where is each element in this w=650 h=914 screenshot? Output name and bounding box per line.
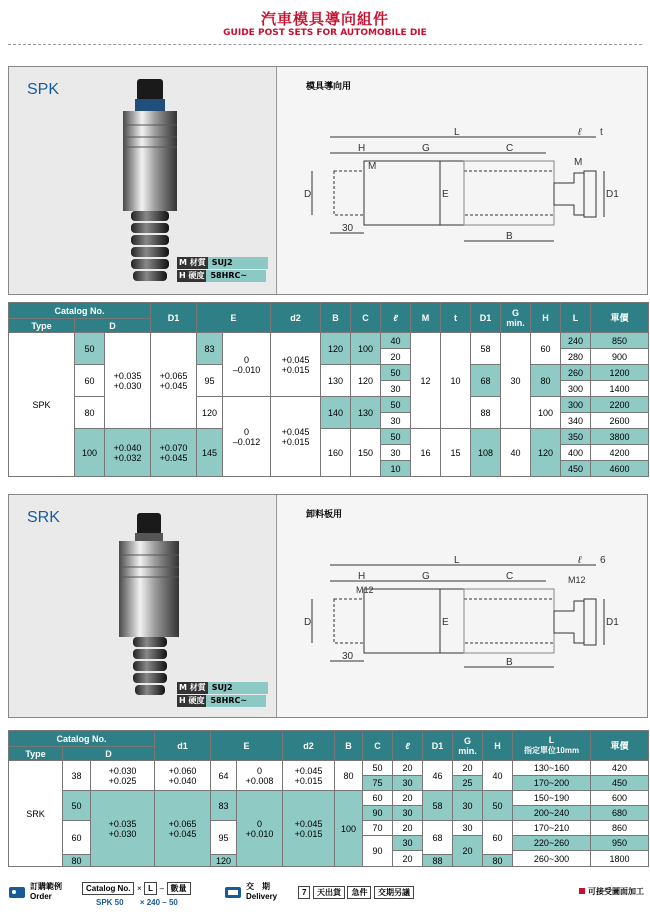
delivery-icon: [224, 884, 242, 900]
th-H: H: [483, 731, 513, 761]
srk-usage-label: 卸料板用: [306, 510, 343, 520]
srk-L: 220~260: [513, 836, 591, 851]
srk-B: 80: [335, 761, 363, 791]
spk-price: 900: [591, 349, 649, 365]
dash-symbol: –: [159, 884, 165, 893]
spk-L: 340: [561, 413, 591, 429]
th-B: B: [321, 303, 351, 333]
srk-price: 1800: [591, 851, 649, 867]
spk-H: 100: [531, 397, 561, 429]
dim-L: L: [454, 127, 460, 138]
spk-l: 40: [381, 333, 411, 349]
th-G: G min.: [453, 731, 483, 761]
red-square-icon: [579, 888, 585, 894]
th-price: 單價: [591, 303, 649, 333]
th-L: L: [561, 303, 591, 333]
spk-B: 160: [321, 429, 351, 477]
spk-D1b: 58: [471, 333, 501, 365]
spk-L: 450: [561, 461, 591, 477]
srk-L: 170~200: [513, 776, 591, 791]
material-value: SUJ2: [208, 682, 268, 694]
srk-Dtol: +0.030 +0.025: [91, 761, 155, 791]
srk-L: 260~300: [513, 851, 591, 867]
th-l: ℓ: [393, 731, 423, 761]
th-D1: D1: [423, 731, 453, 761]
hardness-value: 58HRC~: [206, 695, 266, 707]
spk-B: 130: [321, 365, 351, 397]
delivery-label-cn: 交 期: [246, 882, 270, 891]
order-label-en: Order: [30, 892, 52, 901]
spk-l: 30: [381, 381, 411, 397]
th-G: [501, 303, 531, 333]
srk-B: 100: [335, 791, 363, 867]
srk-spec-table: [8, 730, 649, 867]
dim-C: C: [506, 143, 514, 154]
spk-drawing-area: [278, 67, 647, 294]
th-type: Type: [9, 747, 63, 761]
dim-l: ℓ: [578, 555, 582, 566]
spk-D1b: 108: [471, 429, 501, 477]
srk-D: 80: [63, 855, 91, 867]
page-subtitle: GUIDE POST SETS FOR AUTOMOBILE DIE: [223, 28, 427, 38]
srk-material-box: [177, 682, 268, 708]
dim-B: B: [506, 657, 513, 668]
dim-M-right: M: [574, 157, 583, 168]
th-H: H: [531, 303, 561, 333]
th-L: L 指定單位10mm: [513, 731, 591, 761]
srk-H: 40: [483, 761, 513, 791]
dim-H: H: [358, 143, 366, 154]
spk-l: 20: [381, 349, 411, 365]
srk-E: 120: [211, 855, 237, 867]
srk-G: 20: [453, 761, 483, 776]
hardness-key: H 硬度: [179, 696, 205, 705]
srk-L: 130~160: [513, 761, 591, 776]
spk-L: 300: [561, 397, 591, 413]
material-key: M 材質: [179, 258, 206, 267]
srk-Etol: 0 +0.008: [237, 761, 283, 791]
dim-30: 30: [342, 223, 354, 234]
srk-D1: 88: [423, 855, 453, 867]
srk-C: 70: [363, 821, 393, 836]
spk-t: 10: [441, 333, 471, 429]
spk-E: 145: [197, 429, 223, 477]
dim-E: E: [442, 617, 449, 628]
spk-panel: [8, 66, 648, 295]
spk-price: 2600: [591, 413, 649, 429]
spk-D: 50: [75, 333, 105, 365]
spk-Etol: 0 –0.010: [223, 333, 271, 397]
dim-E: E: [442, 189, 449, 200]
spk-l: 50: [381, 365, 411, 381]
spk-D1b: 68: [471, 365, 501, 397]
srk-l: 30: [393, 776, 423, 791]
srk-price: 680: [591, 806, 649, 821]
srk-C: 60: [363, 791, 393, 806]
srk-photo-area: [9, 495, 277, 717]
spk-Etol: 0 –0.012: [223, 397, 271, 477]
spk-Dtol: +0.035 +0.030: [105, 333, 151, 429]
dim-L: L: [454, 555, 460, 566]
srk-type: SRK: [9, 761, 63, 867]
srk-panel: [8, 494, 648, 718]
header-divider: [8, 44, 642, 45]
srk-D: 50: [63, 791, 91, 821]
srk-D1: 58: [423, 791, 453, 821]
dim-M12-left: M12: [356, 585, 374, 595]
spk-d2tol: +0.045 +0.015: [271, 397, 321, 477]
spk-G: 40: [501, 429, 531, 477]
material-key: M 材質: [179, 683, 206, 692]
times-symbol: ×: [136, 884, 142, 893]
spk-L: 240: [561, 333, 591, 349]
srk-series-label: SRK: [27, 509, 60, 526]
th-D: D: [75, 319, 151, 333]
srk-D1: 46: [423, 761, 453, 791]
srk-price: 600: [591, 791, 649, 806]
srk-C: 50: [363, 761, 393, 776]
srk-drawing-area: [278, 495, 647, 717]
spk-D1b: 88: [471, 397, 501, 429]
srk-l: 20: [393, 851, 423, 867]
spk-M: 16: [411, 429, 441, 477]
spk-dimension-drawing: [278, 67, 648, 296]
spk-l: 30: [381, 413, 411, 429]
srk-E: 83: [211, 791, 237, 821]
srk-L: 200~240: [513, 806, 591, 821]
srk-E: 64: [211, 761, 237, 791]
spk-usage-label: 模具導向用: [306, 82, 352, 92]
dim-M12-right: M12: [568, 575, 586, 585]
srk-G: 30: [453, 821, 483, 836]
spk-H: 80: [531, 365, 561, 397]
quantity-box: 數量: [167, 882, 191, 895]
spk-L: 400: [561, 445, 591, 461]
dim-M-left: M: [368, 161, 377, 172]
spk-t: 15: [441, 429, 471, 477]
dim-B: B: [506, 231, 513, 242]
catalog-box: Catalog No.: [82, 882, 134, 895]
spk-material-box: [177, 257, 268, 283]
spk-E: 120: [197, 397, 223, 429]
spk-E: 95: [197, 365, 223, 397]
srk-price: 860: [591, 821, 649, 836]
th-price: 單價: [591, 731, 649, 761]
spk-D: 60: [75, 365, 105, 397]
th-C: C: [363, 731, 393, 761]
th-D1: D1: [151, 303, 197, 333]
th-l: ℓ: [381, 303, 411, 333]
th-C: C: [351, 303, 381, 333]
spk-H: 120: [531, 429, 561, 477]
delivery-label-en: Delivery: [246, 892, 278, 901]
spk-price: 2200: [591, 397, 649, 413]
dim-30: 30: [342, 651, 354, 662]
srk-l: 20: [393, 821, 423, 836]
dim-H: H: [358, 571, 366, 582]
srk-price: 950: [591, 836, 649, 851]
spk-l: 30: [381, 445, 411, 461]
th-t: t: [441, 303, 471, 333]
th-G-min: min.: [506, 317, 525, 328]
dim-t: t: [600, 127, 603, 138]
dim-G: G: [422, 571, 430, 582]
dim-l: ℓ: [578, 127, 582, 138]
dim-D1: D1: [606, 189, 619, 200]
spk-Dtol: +0.040 +0.032: [105, 429, 151, 477]
srk-H: 60: [483, 821, 513, 855]
spk-series-label: SPK: [27, 81, 60, 98]
spk-spec-table: [8, 302, 649, 477]
dim-D1: D1: [606, 617, 619, 628]
srk-d2tol: +0.045 +0.015: [283, 791, 335, 867]
spk-D: 100: [75, 429, 105, 477]
th-E: E: [211, 731, 283, 761]
srk-l: 20: [393, 791, 423, 806]
dim-C: C: [506, 571, 514, 582]
srk-d1tol: +0.065 +0.045: [155, 791, 211, 867]
srk-d1tol: +0.060 +0.040: [155, 761, 211, 791]
spk-B: 120: [321, 333, 351, 365]
th-G-label: G: [512, 307, 520, 318]
hardness-key: H 硬度: [179, 271, 205, 280]
spk-D: 80: [75, 397, 105, 429]
th-M: M: [411, 303, 441, 333]
order-example-catalog: SPK 50: [96, 898, 124, 907]
spk-l: 50: [381, 429, 411, 445]
srk-price: 420: [591, 761, 649, 776]
spk-L: 350: [561, 429, 591, 445]
spk-C: 150: [351, 429, 381, 477]
drawing-note: 可接受圖面加工: [588, 887, 644, 896]
srk-L: 170~210: [513, 821, 591, 836]
srk-d2tol: +0.045 +0.015: [283, 761, 335, 791]
th-B: B: [335, 731, 363, 761]
srk-Dtol: +0.035 +0.030: [91, 791, 155, 867]
spk-price: 1200: [591, 365, 649, 381]
dim-D: D: [304, 189, 312, 200]
spk-price: 4200: [591, 445, 649, 461]
srk-Etol: 0 +0.010: [237, 791, 283, 867]
srk-price: 450: [591, 776, 649, 791]
order-footer: [8, 880, 648, 912]
page-title: 汽車模具導向組件: [260, 10, 389, 28]
spk-L: 300: [561, 381, 591, 397]
spk-price: 3800: [591, 429, 649, 445]
spk-E: 83: [197, 333, 223, 365]
dim-6: 6: [600, 555, 606, 566]
spk-D1tol: +0.065 +0.045: [151, 333, 197, 429]
dim-G: G: [422, 143, 430, 154]
th-catalog: Catalog No.: [9, 303, 151, 319]
page-header: [0, 0, 650, 48]
srk-l: 30: [393, 836, 423, 851]
th-D: D: [63, 747, 155, 761]
order-example-spec: × 240 – 50: [139, 898, 178, 907]
spk-price: 1400: [591, 381, 649, 397]
dim-D: D: [304, 617, 312, 628]
spk-D1tol: +0.070 +0.045: [151, 429, 197, 477]
srk-G: 25: [453, 776, 483, 791]
th-type: Type: [9, 319, 75, 333]
spk-G: 30: [501, 333, 531, 429]
srk-C: 75: [363, 776, 393, 791]
spk-photo-area: [9, 67, 277, 294]
spk-C: 130: [351, 397, 381, 429]
spk-B: 140: [321, 397, 351, 429]
srk-G: 30: [453, 791, 483, 821]
spk-L: 280: [561, 349, 591, 365]
srk-G: 20: [453, 836, 483, 867]
order-icon: [8, 884, 26, 900]
spk-l: 50: [381, 397, 411, 413]
srk-dimension-drawing: [278, 495, 648, 719]
spk-C: 100: [351, 333, 381, 365]
urgent-box: 急件: [347, 886, 371, 899]
srk-D: 60: [63, 821, 91, 855]
srk-H: 80: [483, 855, 513, 867]
srk-D: 38: [63, 761, 91, 791]
srk-L: 150~190: [513, 791, 591, 806]
order-label-cn: 訂購範例: [30, 882, 62, 891]
spk-M: 12: [411, 333, 441, 429]
th-catalog: Catalog No.: [9, 731, 155, 747]
srk-C: 90: [363, 836, 393, 867]
th-E: E: [197, 303, 271, 333]
spk-H: 60: [531, 333, 561, 365]
th-D1b: D1: [471, 303, 501, 333]
spk-C: 120: [351, 365, 381, 397]
consult-box: 交期另議: [374, 886, 414, 899]
delivery-days-label: 天出貨: [313, 886, 345, 899]
srk-D1: 68: [423, 821, 453, 855]
th-d2: d2: [271, 303, 321, 333]
srk-E: 95: [211, 821, 237, 855]
hardness-value: 58HRC~: [206, 270, 266, 282]
material-value: SUJ2: [208, 257, 268, 269]
spk-price: 850: [591, 333, 649, 349]
spk-type: SPK: [9, 333, 75, 477]
srk-H: 50: [483, 791, 513, 821]
spk-L: 260: [561, 365, 591, 381]
delivery-days-box: 7: [298, 886, 310, 899]
th-d1: d1: [155, 731, 211, 761]
length-box: L: [144, 882, 157, 895]
srk-l: 20: [393, 761, 423, 776]
spk-price: 4600: [591, 461, 649, 477]
srk-l: 30: [393, 806, 423, 821]
th-d2: d2: [283, 731, 335, 761]
spk-l: 10: [381, 461, 411, 477]
srk-C: 90: [363, 806, 393, 821]
spk-d2tol: +0.045 +0.015: [271, 333, 321, 397]
